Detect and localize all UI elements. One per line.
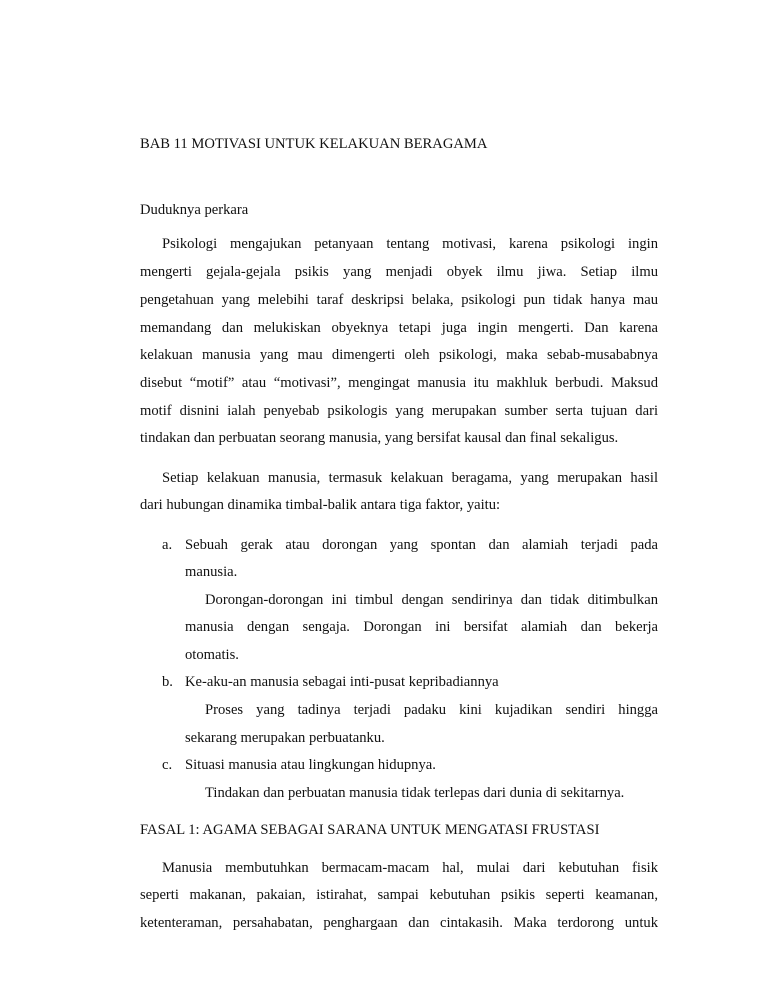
paragraph-line: ketenteraman, persahabatan, penghargaan dan cintakasih. Maka terdorong untuk [140, 915, 658, 931]
list-item-detail-line: Dorongan-dorongan ini timbul dengan sendirinya dan tidak ditimbulkan [205, 592, 658, 608]
list-marker: a. [162, 537, 173, 553]
paragraph-line: Manusia membutuhkan bermacam-macam hal, mulai dari kebutuhan fisik [162, 860, 658, 876]
paragraph-line: seperti makanan, pakaian, istirahat, sampai kebutuhan psikis seperti keamanan, [140, 887, 658, 903]
list-item-detail-line: Tindakan dan perbuatan manusia tidak terlepas dari dunia di sekitarnya. [205, 785, 625, 801]
list-marker: b. [162, 674, 173, 690]
list-item-detail-line: otomatis. [185, 647, 239, 663]
chapter-title: BAB 11 MOTIVASI UNTUK KELAKUAN BERAGAMA [140, 136, 488, 152]
paragraph-line: memandang dan melukiskan obyeknya tetapi juga ingin mengerti. Dan karena [140, 320, 658, 336]
list-item-line: manusia. [185, 564, 238, 580]
section-title-fasal-1: FASAL 1: AGAMA SEBAGAI SARANA UNTUK MENGATASI FRUSTASI [140, 822, 600, 838]
list-item-detail-line: sekarang merupakan perbuatanku. [185, 730, 385, 746]
paragraph-line: tindakan dan perbuatan seorang manusia, yang bersifat kausal dan final sekaligus. [140, 430, 619, 446]
list-item-detail-line: manusia dengan sengaja. Dorongan ini bersifat alamiah dan bekerja [185, 619, 658, 635]
list-item-line: Ke-aku-an manusia sebagai inti-pusat kepribadiannya [185, 674, 499, 690]
paragraph-line: mengerti gejala-gejala psikis yang menjadi obyek ilmu jiwa. Setiap ilmu [140, 264, 658, 280]
paragraph-line: pengetahuan yang melebihi taraf deskripsi belaka, psikologi pun tidak hanya mau [140, 292, 658, 308]
paragraph-line: Psikologi mengajukan petanyaan tentang motivasi, karena psikologi ingin [162, 236, 658, 252]
paragraph-line: disebut “motif” atau “motivasi”, mengingat manusia itu makhluk berbudi. Maksud [140, 375, 658, 391]
paragraph-line: motif disnini ialah penyebab psikologis yang merupakan sumber serta tujuan dari [140, 403, 658, 419]
list-marker: c. [162, 757, 173, 773]
list-item-detail-line: Proses yang tadinya terjadi padaku kini kujadikan sendiri hingga [205, 702, 658, 718]
list-item-line: Situasi manusia atau lingkungan hidupnya. [185, 757, 436, 773]
list-item-line: Sebuah gerak atau dorongan yang spontan dan alamiah terjadi pada [185, 537, 658, 553]
paragraph-line: kelakuan manusia yang mau dimengerti oleh psikologi, maka sebab-musababnya [140, 347, 658, 363]
paragraph-line: dari hubungan dinamika timbal-balik antara tiga faktor, yaitu: [140, 497, 501, 513]
section-title-duduknya-perkara: Duduknya perkara [140, 202, 249, 218]
paragraph-line: Setiap kelakuan manusia, termasuk kelakuan beragama, yang merupakan hasil [162, 470, 658, 486]
